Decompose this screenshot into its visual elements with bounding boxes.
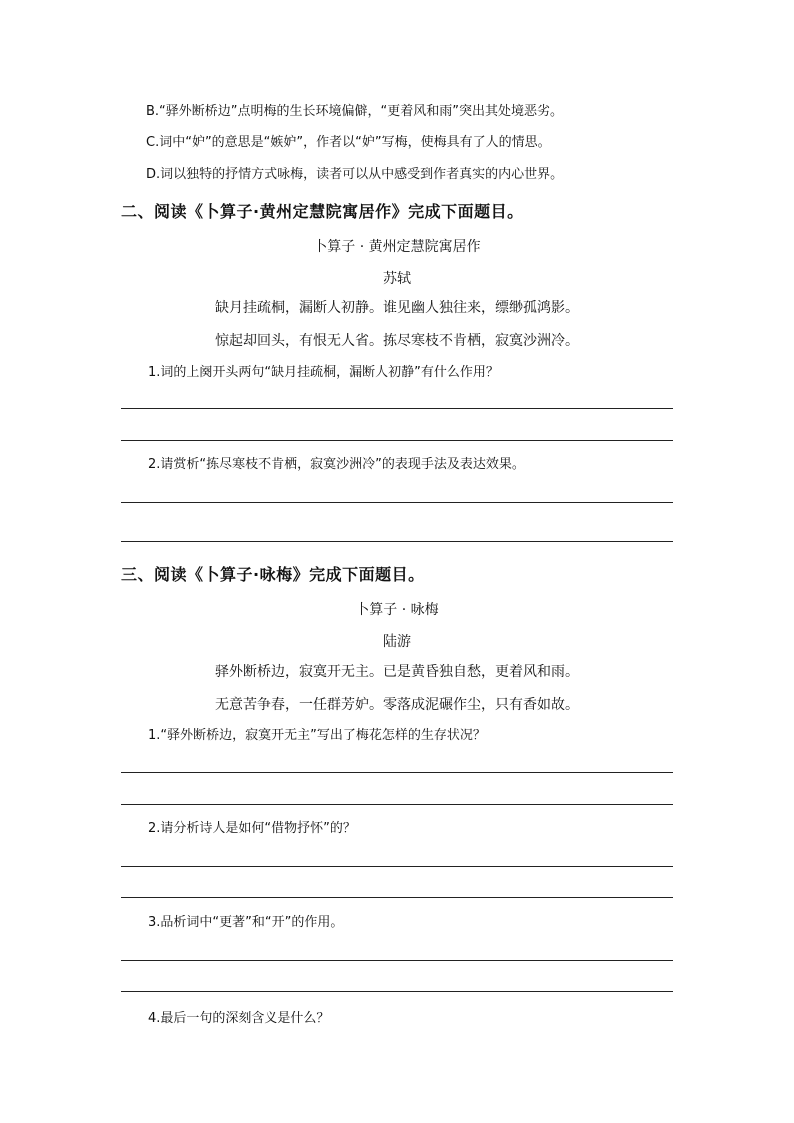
- section-2-question-1: 1.词的上阕开头两句“缺月挂疏桐，漏断人初静”有什么作用？: [148, 365, 499, 380]
- answer-line: [121, 440, 673, 441]
- section-3-poem-line: 无意苦争春，一任群芳妒。零落成泥碾作尘，只有香如故。: [215, 697, 579, 713]
- section-3-poem-title: 卜算子 · 咏梅: [355, 602, 439, 618]
- section-3-question-1: 1.“驿外断桥边，寂寞开无主”写出了梅花怎样的生存状况？: [148, 728, 486, 743]
- option-b: B.“驿外断桥边”点明梅的生长环境偏僻，“更着风和雨”突出其处境恶劣。: [146, 104, 563, 119]
- answer-line: [121, 772, 673, 773]
- section-3-question-2: 2.请分析诗人是如何“借物抒怀”的？: [148, 821, 356, 836]
- answer-line: [121, 541, 673, 542]
- section-3-heading: 三、阅读《卜算子·咏梅》完成下面题目。: [121, 565, 425, 584]
- answer-line: [121, 804, 673, 805]
- option-c: C.词中“妒”的意思是“嫉妒”，作者以“妒”写梅，使梅具有了人的情思。: [146, 135, 551, 150]
- section-3-author: 陆游: [383, 634, 411, 650]
- section-2-poem-line: 缺月挂疏桐，漏断人初静。谁见幽人独往来，缥缈孤鸿影。: [215, 300, 579, 316]
- section-2-heading: 二、阅读《卜算子·黄州定慧院寓居作》完成下面题目。: [121, 202, 524, 221]
- answer-line: [121, 866, 673, 867]
- answer-line: [121, 408, 673, 409]
- section-3-question-3: 3.品析词中“更著”和“开”的作用。: [148, 915, 344, 930]
- section-3-poem-line: 驿外断桥边，寂寞开无主。已是黄昏独自愁，更着风和雨。: [215, 664, 579, 680]
- section-3-question-4: 4.最后一句的深刻含义是什么？: [148, 1011, 330, 1026]
- answer-line: [121, 502, 673, 503]
- option-d: D.词以独特的抒情方式咏梅，读者可以从中感受到作者真实的内心世界。: [146, 167, 564, 182]
- section-2-author: 苏轼: [383, 271, 411, 287]
- section-2-poem-line: 惊起却回头，有恨无人省。拣尽寒枝不肯栖，寂寞沙洲冷。: [215, 333, 579, 349]
- section-2-poem-title: 卜算子 · 黄州定慧院寓居作: [313, 239, 481, 255]
- answer-line: [121, 897, 673, 898]
- answer-line: [121, 960, 673, 961]
- answer-line: [121, 991, 673, 992]
- section-2-question-2: 2.请赏析“拣尽寒枝不肯栖，寂寞沙洲冷”的表现手法及表达效果。: [148, 457, 525, 472]
